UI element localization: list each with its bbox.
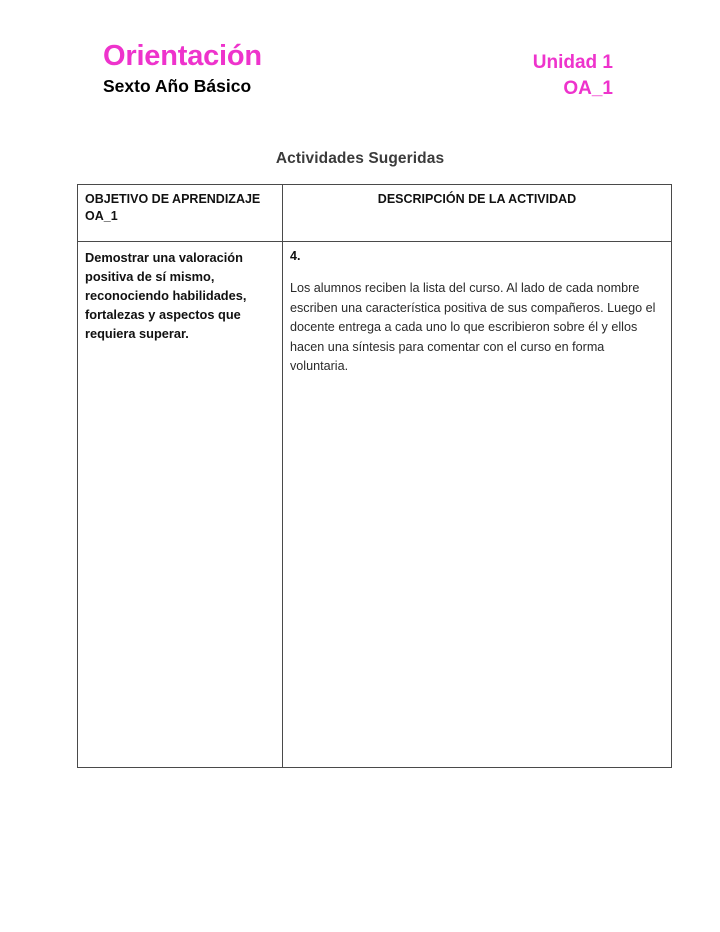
column-header-description-label: DESCRIPCIÓN DE LA ACTIVIDAD: [377, 192, 577, 206]
subject-title: Orientación: [103, 40, 262, 72]
activity-number: 4.: [290, 249, 301, 263]
table-header: [78, 185, 672, 242]
activity-description-text: Los alumnos reciben la lista del curso. Al lado de cada nombre escriben una característica positiva de sus compañeros. Luego el docente entrega a cada uno lo que escribieron sobre él y ellos hacen una síntesis para comentar con el curso en forma voluntaria.: [290, 281, 656, 373]
section-title: Actividades Sugeridas: [275, 150, 445, 167]
header-left-block: [103, 40, 262, 97]
grade-level-subtitle: Sexto Año Básico: [103, 76, 252, 96]
table-body: [78, 242, 672, 768]
column-header-objective-label: OBJETIVO DE APRENDIZAJE OA_1: [85, 192, 261, 223]
header-right-block: [533, 50, 613, 102]
column-header-objective: [78, 185, 283, 242]
activities-table: [77, 184, 672, 768]
table-header-row: [78, 185, 672, 242]
document-header: [77, 40, 643, 112]
cell-objective: [78, 242, 283, 768]
learning-objective-code: OA_1: [563, 78, 613, 99]
table-row: [78, 242, 672, 768]
objective-text: Demostrar una valoración positiva de sí mismo, reconociendo habilidades, fortalezas y aspectos que requiera superar.: [85, 250, 247, 341]
cell-description: [283, 242, 672, 768]
column-header-description: [283, 185, 672, 242]
unit-label: Unidad 1: [532, 52, 613, 73]
